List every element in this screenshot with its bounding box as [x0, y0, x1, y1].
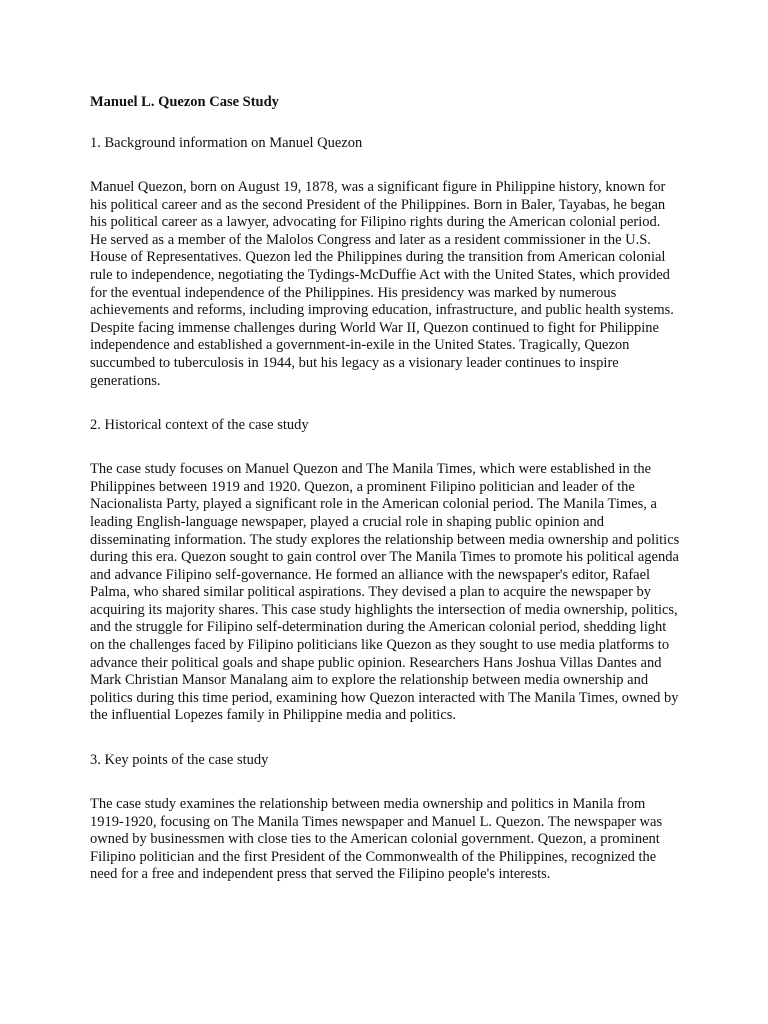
section-heading-background: 1. Background information on Manuel Quezon	[90, 135, 363, 151]
section-paragraph-key-points: The case study examines the relationship between media ownership and politics in Manila from 1919-1920, focusing on The Manila Times newspaper and Manuel L. Quezon. The newspaper was owned by businessmen with close ties to the American colonial government. Quezon, a prominent Filipino politician and the first President of the Commonwealth of the Philippines, recognized the need for a free and independent press that served the Filipino people's interests.	[90, 796, 663, 883]
section-heading-historical-context: 2. Historical context of the case study	[90, 417, 309, 434]
section-paragraph-historical-context: The case study focuses on Manuel Quezon and The Manila Times, which were established in the Philippines between 1919 and 1920. Quezon, a prominent Filipino politician and leader of the Nacionalista Party, played a significant role in the American colonial period. The Manila Times, a leading English-language newspaper, played a crucial role in shaping public opinion and disseminating information. The study explores the relationship between media ownership and politics during this era. Quezon sought to gain control over The Manila Times to promote his political agenda and advance Filipino self-governance. He formed an alliance with the newspaper's editor, Rafael Palma, who shared similar political aspirations. They devised a plan to acquire the newspaper by acquiring its majority shares. This case study highlights the intersection of media ownership, politics, and the struggle for Filipino self-determination during the American colonial period, shedding light on the challenges faced by Filipino politicians like Quezon as they sought to use media platforms to advance their political goals and shape public opinion. Researchers Hans Joshua Villas Dantes and Mark Christian Mansor Manalang aim to explore the relationship between media ownership and politics during this time period, examining how Quezon interacted with The Manila Times, owned by the influential Lopezes family in Philippine media and politics.	[90, 461, 680, 724]
document-title: Manuel L. Quezon Case Study	[90, 94, 279, 110]
section-heading-key-points: 3. Key points of the case study	[90, 752, 269, 769]
section-paragraph-background: Manuel Quezon, born on August 19, 1878, was a significant figure in Philippine history, known for his political career and as the second President of the Philippines. Born in Baler, Tayabas, he began his political career as a lawyer, advocating for Filipino rights during the American colonial period. He served as a member of the Malolos Congress and later as a resident commissioner in the U.S. House of Representatives. Quezon led the Philippines during the transition from American colonial rule to independence, negotiating the Tydings-McDuffie Act with the United States, which provided for the eventual independence of the Philippines. His presidency was marked by numerous achievements and reforms, including improving education, infrastructure, and public health systems. Despite facing immense challenges during World War II, Quezon continued to fight for Philippine independence and established a government-in-exile in the United States. Tragically, Quezon succumbed to tuberculosis in 1944, but his legacy as a visionary leader continues to inspire generations.	[90, 179, 674, 389]
document-content	[90, 93, 680, 910]
